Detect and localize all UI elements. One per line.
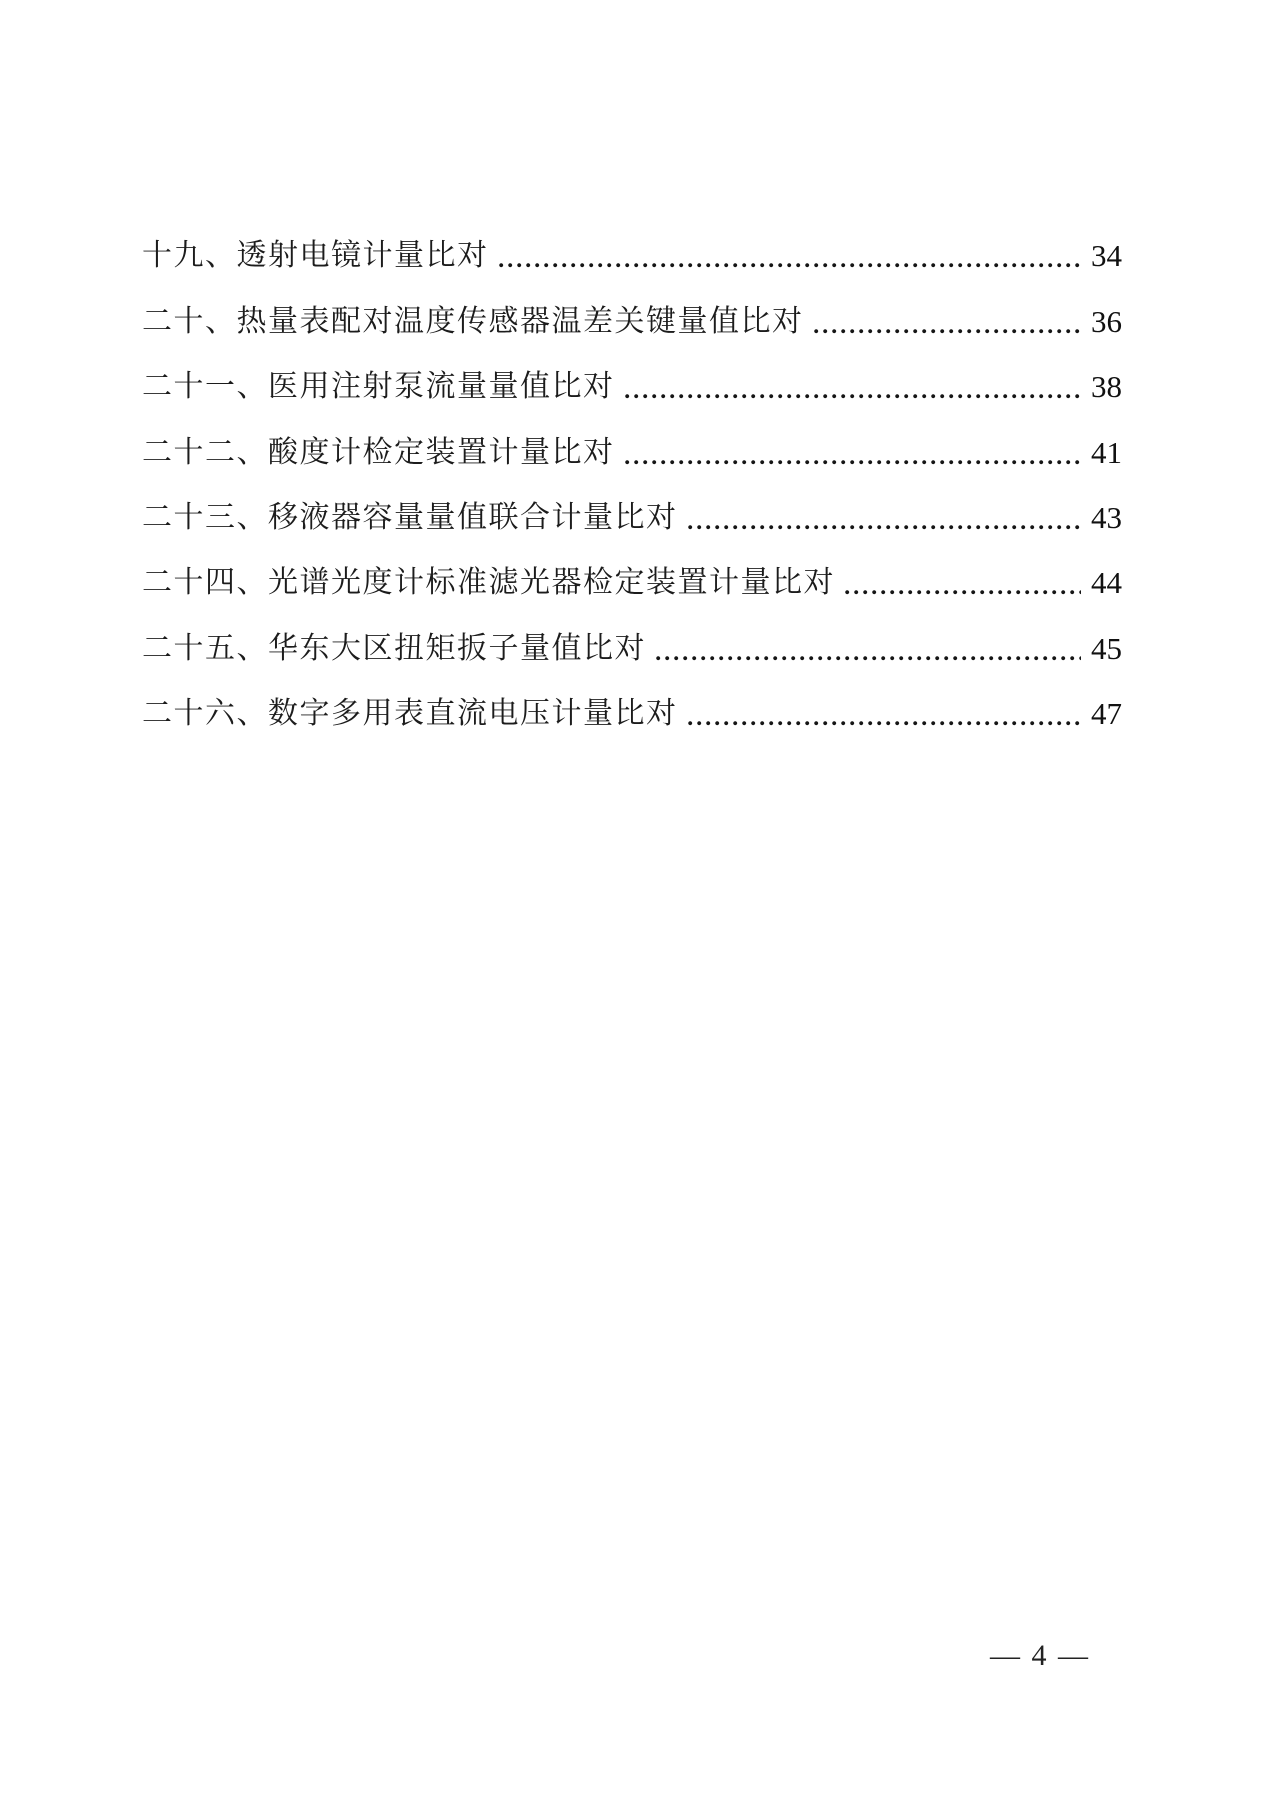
toc-entry[interactable] [142,220,1122,285]
toc-entry[interactable] [142,547,1122,612]
toc-entry-page-number: 38 [1091,369,1122,405]
table-of-contents [142,220,1122,743]
toc-entry-title: 二十二、酸度计检定装置计量比对 [142,435,615,469]
dot-leader [625,460,1082,465]
toc-entry[interactable] [142,612,1122,677]
toc-entry-title: 二十五、华东大区扭矩扳子量值比对 [142,631,646,665]
toc-entry-title: 十九、透射电镜计量比对 [142,239,489,273]
page-number-footer: — 4 — [990,1639,1090,1672]
dot-leader [688,721,1082,726]
toc-entry[interactable] [142,351,1122,416]
toc-entry-page-number: 44 [1091,565,1122,601]
dot-leader [688,525,1082,530]
toc-entry-page-number: 41 [1091,434,1122,470]
toc-entry-page-number: 47 [1091,696,1122,732]
toc-entry-title: 二十四、光谱光度计标准滤光器检定装置计量比对 [142,566,835,600]
toc-entry[interactable] [142,678,1122,743]
toc-entry-title: 二十三、移液器容量量值联合计量比对 [142,500,678,534]
dot-leader [625,394,1082,399]
toc-entry-title: 二十一、医用注射泵流量量值比对 [142,370,615,404]
dot-leader [499,263,1082,268]
toc-entry-page-number: 34 [1091,238,1122,274]
dot-leader [845,590,1081,595]
toc-entry-page-number: 45 [1091,630,1122,666]
dot-leader [656,656,1081,661]
toc-entry[interactable] [142,416,1122,481]
toc-entry[interactable] [142,482,1122,547]
dot-leader [814,329,1082,334]
toc-entry-title: 二十、热量表配对温度传感器温差关键量值比对 [142,304,804,338]
toc-entry-page-number: 36 [1091,303,1122,339]
toc-entry-page-number: 43 [1091,499,1122,535]
toc-entry-title: 二十六、数字多用表直流电压计量比对 [142,697,678,731]
toc-entry[interactable] [142,285,1122,350]
